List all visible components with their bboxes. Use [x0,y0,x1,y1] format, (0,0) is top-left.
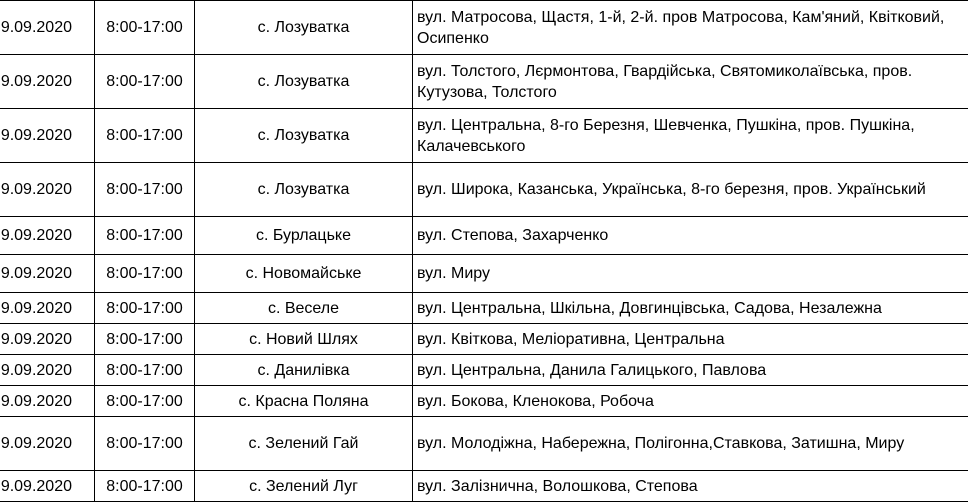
table-row [0,386,968,417]
table-row [0,471,968,502]
time-cell: 8:00-17:00 [95,55,195,109]
date-cell: 9.09.2020 [0,471,95,502]
table-row [0,163,968,217]
date-cell: 9.09.2020 [0,217,95,255]
table-row [0,109,968,163]
village-cell: с. Зелений Гай [195,417,413,471]
time-cell: 8:00-17:00 [95,386,195,417]
village-cell: с. Новомайське [195,255,413,293]
date-cell: 9.09.2020 [0,386,95,417]
time-cell: 8:00-17:00 [95,217,195,255]
streets-cell: вул. Залізнична, Волошкова, Степова [413,471,968,502]
streets-cell: вул. Центральна, 8-го Березня, Шевченка, Пушкіна, пров. Пушкіна, Калачевського [413,109,968,163]
village-cell: с. Бурлацьке [195,217,413,255]
table-row [0,355,968,386]
date-cell: 9.09.2020 [0,55,95,109]
time-cell: 8:00-17:00 [95,109,195,163]
streets-cell: вул. Центральна, Данила Галицького, Павлова [413,355,968,386]
time-cell: 8:00-17:00 [95,1,195,55]
time-cell: 8:00-17:00 [95,163,195,217]
table-row [0,55,968,109]
date-cell: 9.09.2020 [0,355,95,386]
date-cell: 9.09.2020 [0,109,95,163]
date-cell: 9.09.2020 [0,417,95,471]
date-cell: 9.09.2020 [0,163,95,217]
date-cell: 9.09.2020 [0,1,95,55]
table-row [0,1,968,55]
time-cell: 8:00-17:00 [95,417,195,471]
streets-cell: вул. Квіткова, Меліоративна, Центральна [413,324,968,355]
date-cell: 9.09.2020 [0,324,95,355]
streets-cell: вул. Молодіжна, Набережна, Полігонна,Ставкова, Затишна, Миру [413,417,968,471]
streets-cell: вул. Миру [413,255,968,293]
village-cell: с. Красна Поляна [195,386,413,417]
time-cell: 8:00-17:00 [95,324,195,355]
streets-cell: вул. Центральна, Шкільна, Довгинцівська, Садова, Незалежна [413,293,968,324]
table-row [0,255,968,293]
streets-cell: вул. Широка, Казанська, Українська, 8-го березня, пров. Український [413,163,968,217]
village-cell: с. Лозуватка [195,1,413,55]
village-cell: с. Лозуватка [195,109,413,163]
village-cell: с. Зелений Луг [195,471,413,502]
village-cell: с. Лозуватка [195,163,413,217]
village-cell: с. Новий Шлях [195,324,413,355]
time-cell: 8:00-17:00 [95,471,195,502]
streets-cell: вул. Толстого, Лєрмонтова, Гвардійська, Святомиколаївська, пров. Кутузова, Толстого [413,55,968,109]
streets-cell: вул. Бокова, Кленокова, Робоча [413,386,968,417]
time-cell: 8:00-17:00 [95,355,195,386]
table-row [0,324,968,355]
date-cell: 9.09.2020 [0,293,95,324]
table-row [0,417,968,471]
village-cell: с. Лозуватка [195,55,413,109]
table-row [0,293,968,324]
table-row [0,217,968,255]
village-cell: с. Веселе [195,293,413,324]
time-cell: 8:00-17:00 [95,255,195,293]
date-cell: 9.09.2020 [0,255,95,293]
time-cell: 8:00-17:00 [95,293,195,324]
streets-cell: вул. Матросова, Щастя, 1-й, 2-й. пров Матросова, Кам'яний, Квітковий, Осипенко [413,1,968,55]
village-cell: с. Данилівка [195,355,413,386]
streets-cell: вул. Степова, Захарченко [413,217,968,255]
